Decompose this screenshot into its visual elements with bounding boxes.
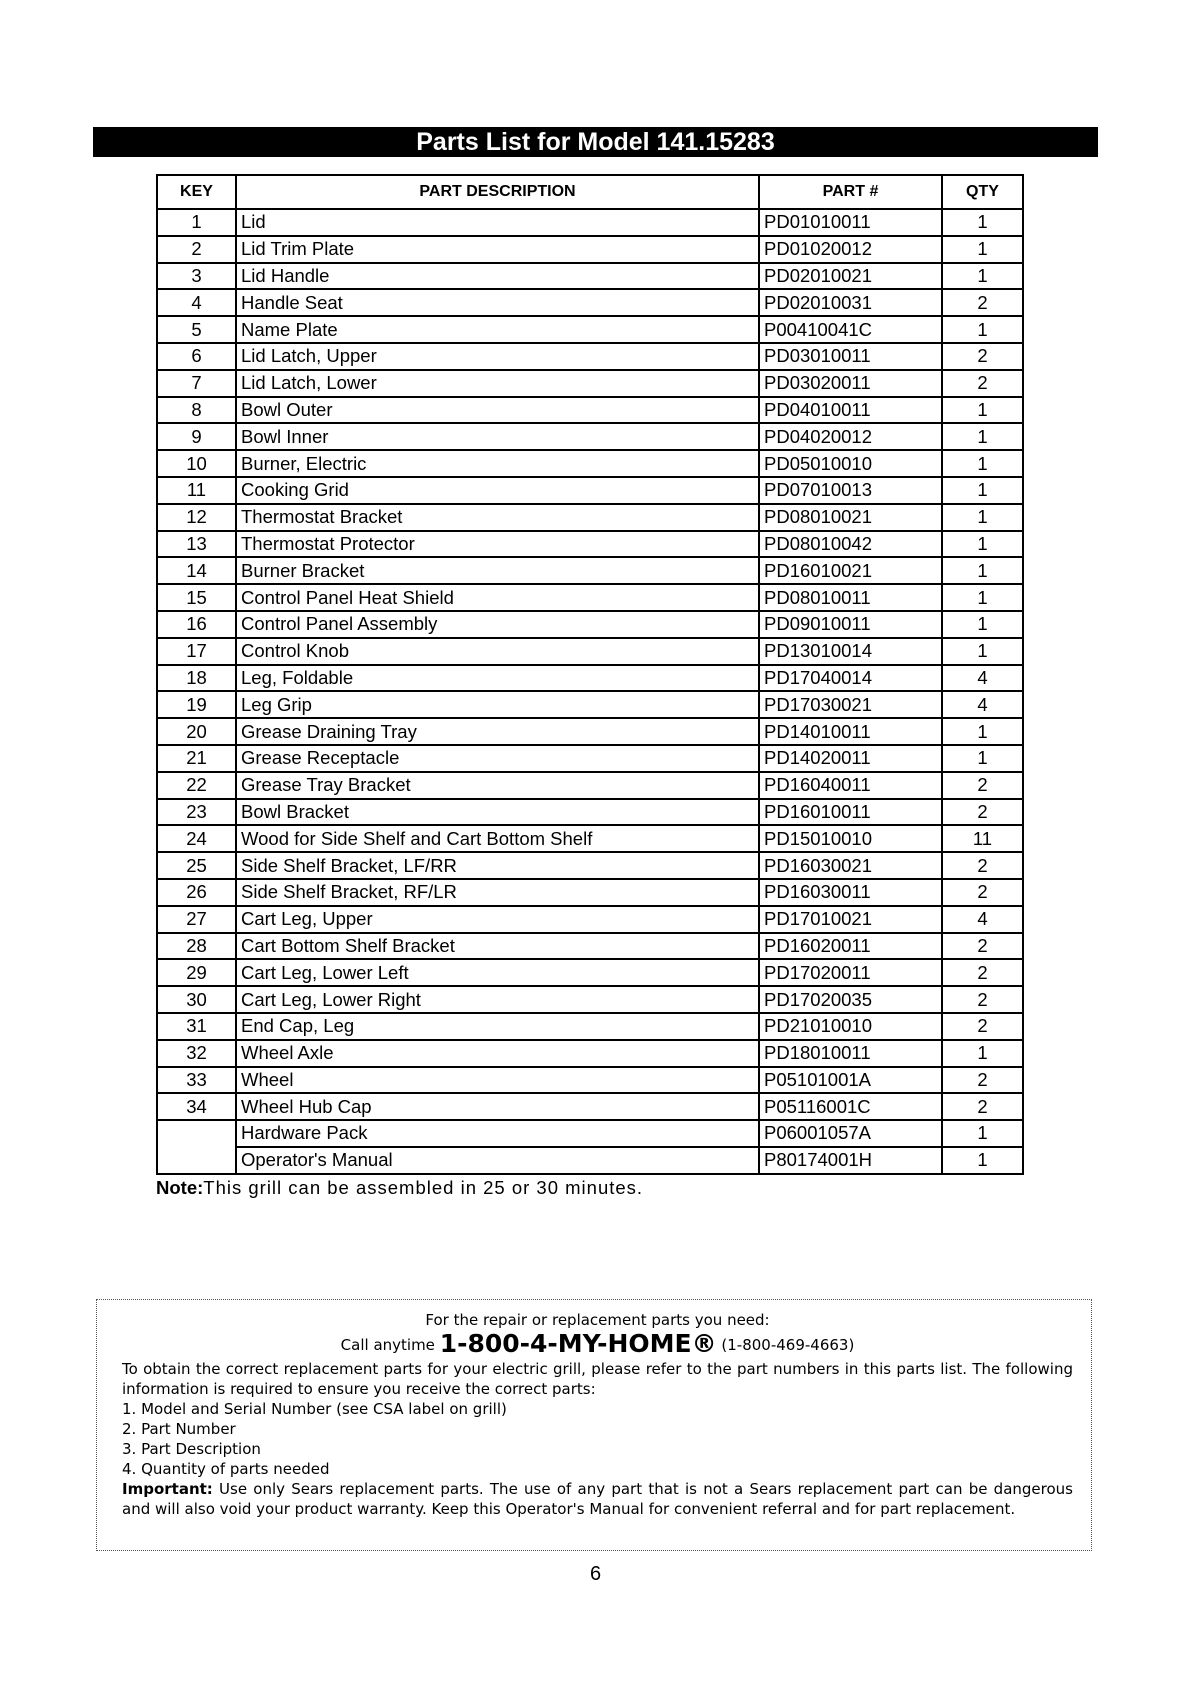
cell-part-number: PD17020011 (759, 959, 942, 986)
table-row (157, 718, 1023, 745)
cell-part-number: PD16030021 (759, 852, 942, 879)
cell-key: 28 (157, 933, 236, 960)
cell-part-description: Cart Bottom Shelf Bracket (236, 933, 759, 960)
cell-part-description: Cart Leg, Lower Right (236, 986, 759, 1013)
cell-quantity: 4 (942, 906, 1023, 933)
cell-key: 34 (157, 1093, 236, 1120)
cell-key: 22 (157, 772, 236, 799)
cell-quantity: 1 (942, 1120, 1023, 1147)
table-row (157, 370, 1023, 397)
phone-number-numeric: (1-800-469-4663) (721, 1336, 855, 1354)
cell-part-number: PD17030021 (759, 691, 942, 718)
table-row (157, 209, 1023, 236)
cell-part-number: PD17020035 (759, 986, 942, 1013)
header-part-number: PART # (759, 175, 942, 209)
cell-key: 21 (157, 745, 236, 772)
cell-part-number: PD14010011 (759, 718, 942, 745)
call-prefix: Call anytime (340, 1336, 435, 1354)
cell-quantity: 2 (942, 852, 1023, 879)
cell-quantity: 1 (942, 531, 1023, 558)
note-text: This grill can be assembled in 25 or 30 minutes. (203, 1177, 644, 1198)
cell-part-number: PD14020011 (759, 745, 942, 772)
table-row (157, 263, 1023, 290)
table-row (157, 236, 1023, 263)
table-row (157, 611, 1023, 638)
cell-quantity: 2 (942, 799, 1023, 826)
cell-part-description: Thermostat Bracket (236, 504, 759, 531)
cell-part-number: PD01010011 (759, 209, 942, 236)
table-row (157, 343, 1023, 370)
note-label: Note: (156, 1177, 204, 1198)
cell-part-number: PD16040011 (759, 772, 942, 799)
table-row (157, 825, 1023, 852)
cell-quantity: 2 (942, 370, 1023, 397)
info-item: 2. Part Number (122, 1420, 236, 1438)
cell-quantity: 1 (942, 477, 1023, 504)
cell-part-description: Grease Draining Tray (236, 718, 759, 745)
table-row (157, 772, 1023, 799)
cell-quantity: 2 (942, 772, 1023, 799)
cell-key: 2 (157, 236, 236, 263)
cell-part-description: Burner Bracket (236, 557, 759, 584)
cell-part-description: Cooking Grid (236, 477, 759, 504)
cell-quantity: 1 (942, 450, 1023, 477)
cell-key: 10 (157, 450, 236, 477)
cell-part-description: Handle Seat (236, 289, 759, 316)
table-row (157, 1040, 1023, 1067)
cell-quantity: 1 (942, 638, 1023, 665)
cell-part-number: PD02010031 (759, 289, 942, 316)
info-intro: To obtain the correct replacement parts for your electric grill, please refer to the part numbers in this parts list. The following information is required to ensure you receive the correct parts: (122, 1360, 1073, 1398)
cell-key: 11 (157, 477, 236, 504)
cell-quantity: 4 (942, 691, 1023, 718)
cell-part-description: Side Shelf Bracket, LF/RR (236, 852, 759, 879)
cell-key: 17 (157, 638, 236, 665)
cell-key: 30 (157, 986, 236, 1013)
table-row (157, 531, 1023, 558)
cell-quantity: 1 (942, 611, 1023, 638)
cell-quantity: 2 (942, 879, 1023, 906)
cell-quantity: 4 (942, 665, 1023, 692)
header-quantity: QTY (942, 175, 1023, 209)
cell-quantity: 1 (942, 504, 1023, 531)
cell-part-description: Wheel Hub Cap (236, 1093, 759, 1120)
cell-quantity: 1 (942, 584, 1023, 611)
parts-table (156, 174, 1024, 1175)
cell-part-number: PD21010010 (759, 1013, 942, 1040)
cell-part-description: Lid Trim Plate (236, 236, 759, 263)
cell-part-description: Lid Handle (236, 263, 759, 290)
header-key: KEY (157, 175, 236, 209)
cell-part-description: Wheel (236, 1067, 759, 1094)
cell-key: 24 (157, 825, 236, 852)
cell-part-number: PD16010011 (759, 799, 942, 826)
cell-part-number: PD09010011 (759, 611, 942, 638)
cell-part-number: PD04010011 (759, 397, 942, 424)
cell-part-number: PD07010013 (759, 477, 942, 504)
cell-quantity: 2 (942, 986, 1023, 1013)
cell-part-description: Operator's Manual (236, 1147, 759, 1174)
cell-key: 4 (157, 289, 236, 316)
page-number: 6 (589, 1563, 602, 1585)
cell-key: 13 (157, 531, 236, 558)
cell-part-number: PD03010011 (759, 343, 942, 370)
cell-key (157, 1120, 236, 1147)
cell-quantity: 2 (942, 933, 1023, 960)
cell-part-description: Wood for Side Shelf and Cart Bottom Shelf (236, 825, 759, 852)
cell-part-description: Cart Leg, Upper (236, 906, 759, 933)
cell-part-number: P00410041C (759, 316, 942, 343)
table-row (157, 584, 1023, 611)
cell-part-number: PD17040014 (759, 665, 942, 692)
table-row (157, 1013, 1023, 1040)
cell-key: 31 (157, 1013, 236, 1040)
important-label: Important: (122, 1480, 213, 1498)
cell-key: 18 (157, 665, 236, 692)
table-row (157, 1067, 1023, 1094)
table-row (157, 557, 1023, 584)
cell-part-number: PD08010021 (759, 504, 942, 531)
table-row (157, 906, 1023, 933)
cell-quantity: 1 (942, 209, 1023, 236)
cell-key: 9 (157, 423, 236, 450)
cell-key: 6 (157, 343, 236, 370)
cell-quantity: 2 (942, 343, 1023, 370)
cell-part-description: Grease Tray Bracket (236, 772, 759, 799)
cell-quantity: 1 (942, 236, 1023, 263)
table-row (157, 852, 1023, 879)
cell-quantity: 2 (942, 1067, 1023, 1094)
cell-part-number: PD16030011 (759, 879, 942, 906)
cell-part-number: PD16010021 (759, 557, 942, 584)
cell-quantity: 1 (942, 316, 1023, 343)
cell-part-number: PD02010021 (759, 263, 942, 290)
cell-quantity: 1 (942, 718, 1023, 745)
cell-part-description: Wheel Axle (236, 1040, 759, 1067)
table-row (157, 1093, 1023, 1120)
cell-key: 25 (157, 852, 236, 879)
info-item: 3. Part Description (122, 1440, 261, 1458)
cell-part-number: PD03020011 (759, 370, 942, 397)
cell-key: 5 (157, 316, 236, 343)
cell-part-description: Control Panel Assembly (236, 611, 759, 638)
cell-quantity: 2 (942, 1013, 1023, 1040)
info-heading: For the repair or replacement parts you need: (425, 1311, 770, 1329)
cell-part-description: Hardware Pack (236, 1120, 759, 1147)
cell-part-description: Bowl Bracket (236, 799, 759, 826)
cell-part-description: Control Knob (236, 638, 759, 665)
cell-quantity: 2 (942, 1093, 1023, 1120)
cell-key: 23 (157, 799, 236, 826)
table-row (157, 933, 1023, 960)
info-item: 4. Quantity of parts needed (122, 1460, 330, 1478)
table-row (157, 477, 1023, 504)
cell-part-description: Leg Grip (236, 691, 759, 718)
cell-key: 20 (157, 718, 236, 745)
cell-part-number: P05101001A (759, 1067, 942, 1094)
cell-part-description: Side Shelf Bracket, RF/LR (236, 879, 759, 906)
table-header-row (157, 175, 1023, 209)
table-row (157, 959, 1023, 986)
table-row (157, 986, 1023, 1013)
cell-part-description: Bowl Outer (236, 397, 759, 424)
table-row (157, 665, 1023, 692)
table-row (157, 504, 1023, 531)
table-row (157, 316, 1023, 343)
call-line (122, 1330, 1073, 1359)
table-row (157, 745, 1023, 772)
table-row (157, 799, 1023, 826)
cell-quantity: 1 (942, 397, 1023, 424)
phone-number-vanity: 1-800-4-MY-HOME® (439, 1329, 717, 1358)
cell-quantity: 1 (942, 423, 1023, 450)
table-row (157, 638, 1023, 665)
cell-part-description: Grease Receptacle (236, 745, 759, 772)
table-row (157, 879, 1023, 906)
cell-quantity: 1 (942, 1147, 1023, 1174)
cell-key: 29 (157, 959, 236, 986)
cell-part-description: Control Panel Heat Shield (236, 584, 759, 611)
table-row (157, 397, 1023, 424)
cell-quantity: 1 (942, 1040, 1023, 1067)
table-row (157, 423, 1023, 450)
header-part-description: PART DESCRIPTION (236, 175, 759, 209)
cell-key: 19 (157, 691, 236, 718)
cell-part-number: P06001057A (759, 1120, 942, 1147)
cell-part-number: PD18010011 (759, 1040, 942, 1067)
important-notice (122, 1479, 1073, 1519)
cell-part-number: PD15010010 (759, 825, 942, 852)
page-title: Parts List for Model 141.15283 (93, 127, 1098, 157)
cell-part-number: PD04020012 (759, 423, 942, 450)
cell-part-number: PD01020012 (759, 236, 942, 263)
info-item: 1. Model and Serial Number (see CSA label on grill) (122, 1400, 507, 1418)
cell-part-number: PD13010014 (759, 638, 942, 665)
cell-part-number: PD05010010 (759, 450, 942, 477)
cell-part-description: Bowl Inner (236, 423, 759, 450)
cell-key: 26 (157, 879, 236, 906)
cell-part-description: Lid (236, 209, 759, 236)
table-row (157, 691, 1023, 718)
table-row (157, 450, 1023, 477)
cell-key: 3 (157, 263, 236, 290)
cell-key: 32 (157, 1040, 236, 1067)
cell-part-description: End Cap, Leg (236, 1013, 759, 1040)
cell-part-number: PD16020011 (759, 933, 942, 960)
cell-key: 12 (157, 504, 236, 531)
table-row (157, 1120, 1023, 1147)
cell-part-description: Cart Leg, Lower Left (236, 959, 759, 986)
table-row (157, 289, 1023, 316)
cell-key: 16 (157, 611, 236, 638)
cell-part-number: P05116001C (759, 1093, 942, 1120)
cell-quantity: 1 (942, 745, 1023, 772)
cell-part-description: Burner, Electric (236, 450, 759, 477)
cell-part-number: PD08010011 (759, 584, 942, 611)
replacement-parts-info-box (96, 1299, 1092, 1551)
cell-part-number: P80174001H (759, 1147, 942, 1174)
cell-key: 1 (157, 209, 236, 236)
cell-part-description: Lid Latch, Lower (236, 370, 759, 397)
cell-part-number: PD08010042 (759, 531, 942, 558)
cell-key: 14 (157, 557, 236, 584)
cell-key: 8 (157, 397, 236, 424)
cell-part-number: PD17010021 (759, 906, 942, 933)
cell-quantity: 1 (942, 557, 1023, 584)
cell-key: 33 (157, 1067, 236, 1094)
cell-key: 7 (157, 370, 236, 397)
cell-part-description: Thermostat Protector (236, 531, 759, 558)
cell-part-description: Leg, Foldable (236, 665, 759, 692)
cell-quantity: 11 (942, 825, 1023, 852)
table-row (157, 1147, 1023, 1174)
cell-part-description: Lid Latch, Upper (236, 343, 759, 370)
cell-key (157, 1147, 236, 1174)
cell-quantity: 2 (942, 289, 1023, 316)
important-text: Use only Sears replacement parts. The use of any part that is not a Sears replacement part can be dangerous and will also void your product warranty. Keep this Operator's Manual for convenient referral and for part replacement. (122, 1480, 1073, 1518)
cell-part-description: Name Plate (236, 316, 759, 343)
cell-quantity: 1 (942, 263, 1023, 290)
cell-key: 27 (157, 906, 236, 933)
assembly-note (156, 1177, 643, 1199)
cell-quantity: 2 (942, 959, 1023, 986)
cell-key: 15 (157, 584, 236, 611)
